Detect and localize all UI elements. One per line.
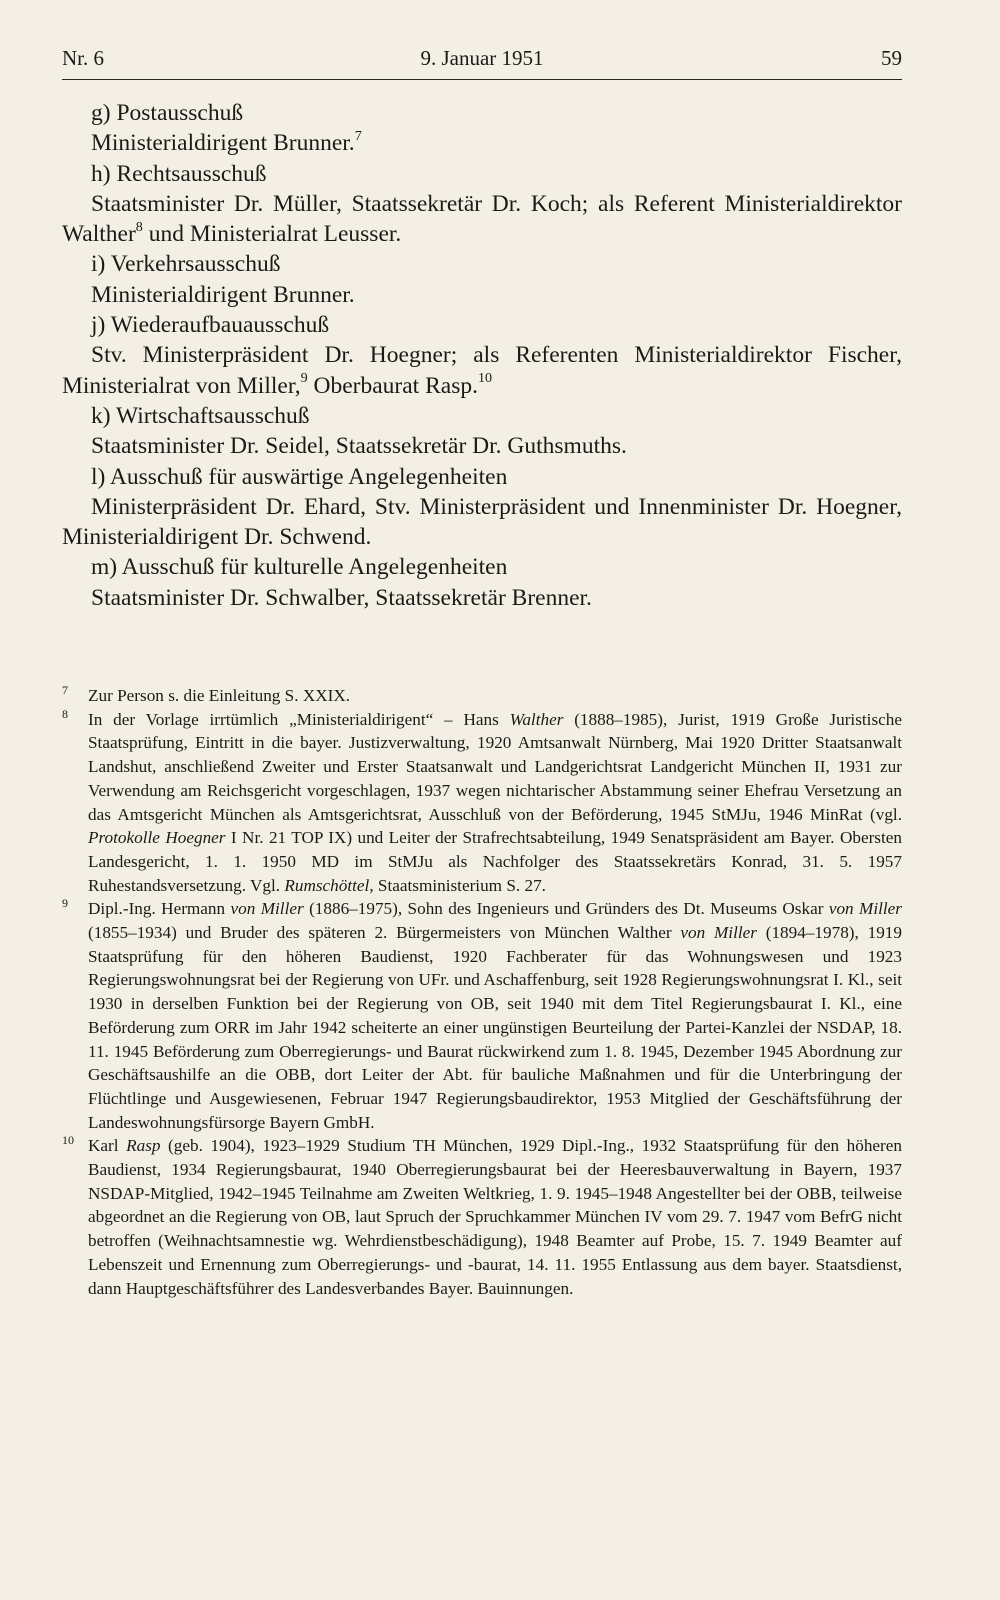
footnote-10 xyxy=(62,1134,902,1300)
committee-h-members-text-b: und Ministerialrat Leusser. xyxy=(142,221,402,248)
footnote-italic: von Miller xyxy=(680,923,757,943)
footnote-italic: von Miller xyxy=(828,899,902,919)
footnote-text: (1894–1978), 1919 Staatsprüfung für den höheren Baudienst, 1920 Fachberater für das Wohnungswesen und 1923 Regierungswohnungsrat bei der Regierung von UFr. und Aschaffenburg, seit 1928 Regierungswohnungsrat I. Kl., seit 1930 in derselben Funktion bei der Regierung von OB, seit 1940 mit dem Titel Regierungsbaurat I. Kl., eine Beförderung zum ORR im Jahr 1942 scheiterte an einer ungünstigen Beurteilung der Partei-Kanzlei der NSDAP, 18. 11. 1945 Beförderung zum Oberregierungs- und Baurat rückwirkend zum 1. 8. 1945, Dezember 1945 Abordnung zur Geschäftsaushilfe an die OBB, dort Leiter der Abt. für bauliche Maßnahmen und für die Unterbringung der Flüchtlinge und Ausgewiesenen, Februar 1947 Regierungsbaudirektor, 1953 Mitglied der Geschäftsführung der Landeswohnungsfürsorge Bayern GmbH. xyxy=(88,923,902,1132)
committee-h-members-text-a: Staatsminister Dr. Müller, Staatssekretär Dr. Koch; als Referent Ministerialdirektor Walther xyxy=(62,190,902,248)
footnote-ref-7[interactable]: 7 xyxy=(354,128,362,145)
committee-j-members-text-a: Stv. Ministerpräsident Dr. Hoegner; als Referenten Ministerialdirektor Fischer, Ministerialrat von Miller, xyxy=(62,342,902,399)
header-rule xyxy=(62,79,902,80)
committee-j-members xyxy=(62,340,902,401)
committee-k-title: k) Wirtschaftsausschuß xyxy=(91,402,310,429)
running-header xyxy=(62,46,902,74)
footnote-text: I Nr. 21 TOP IX) und Leiter der Strafrechtsabteilung, 1949 Senatspräsident am Bayer. Obersten Landesgericht, 1. 1. 1950 MD im StMJu als Nachfolger des Staatssekretärs Konrad, 31. 5. 1957 Ruhestandsversetzung. Vgl. xyxy=(88,828,902,895)
footnote-ref-8[interactable]: 8 xyxy=(135,218,143,235)
committee-g-members-text: Ministerialdirigent Brunner. xyxy=(91,130,355,157)
footnote-number: 10 xyxy=(62,1133,74,1148)
committee-j-title: j) Wiederaufbauausschuß xyxy=(91,312,330,339)
footnote-text: , Staatsministerium S. 27. xyxy=(369,875,546,895)
committee-i-title: i) Verkehrsausschuß xyxy=(91,251,281,278)
footnote-number: 9 xyxy=(62,896,68,911)
footnotes xyxy=(62,684,902,1300)
footnote-9 xyxy=(62,897,902,1134)
issue-number: Nr. 6 xyxy=(62,46,104,70)
committee-g-members xyxy=(62,128,902,158)
committee-m-members: Staatsminister Dr. Schwalber, Staatssekretär Brenner. xyxy=(91,584,592,611)
footnote-text: Dipl.-Ing. Hermann xyxy=(88,899,231,919)
page-number: 59 xyxy=(881,46,902,70)
committee-m-title: m) Ausschuß für kulturelle Angelegenheiten xyxy=(91,554,508,581)
footnote-number: 7 xyxy=(62,683,68,697)
footnote-italic: Walther xyxy=(509,709,564,729)
committee-l-members: Ministerpräsident Dr. Ehard, Stv. Ministerpräsident und Innenminister Dr. Hoegner, Ministerialdirigent Dr. Schwend. xyxy=(62,493,902,551)
footnote-ref-10[interactable]: 10 xyxy=(477,370,493,387)
committee-j-members-text-b: Oberbaurat Rasp. xyxy=(307,372,478,399)
committee-h-members xyxy=(62,189,902,250)
committee-k-members: Staatsminister Dr. Seidel, Staatssekretär Dr. Guthsmuths. xyxy=(91,433,627,460)
footnote-text: (geb. 1904), 1923–1929 Studium TH München, 1929 Dipl.-Ing., 1932 Staatsprüfung für den höheren Baudienst, 1934 Regierungsbaurat, 1940 Oberregierungsbaurat bei der Heeresbauverwaltung in Bayern, 1937 NSDAP-Mitglied, 1942–1945 Teilnahme am Zweiten Weltkrieg, 1. 9. 1945–1948 Angestellter bei der OBB, teilweise abgeordnet an die Regierung von OB, laut Spruch der Spruchkammer München IV vom 29. 7. 1947 vom BefrG nicht betroffen (Weihnachtsamnestie wg. Wehrdienstbeschädigung), 1948 Beamter auf Probe, 15. 7. 1949 Beamter auf Lebenszeit und Ernennung zum Oberregierungs- und -baurat, 14. 11. 1955 Entlassung aus dem bayer. Staatsdienst, dann Hauptgeschäftsführer des Landesverbandes Bayer. Bauinnungen. xyxy=(88,1136,902,1298)
issue-date: 9. Januar 1951 xyxy=(420,46,544,70)
footnote-italic: von Miller xyxy=(230,899,304,919)
committee-g-title: g) Postausschuß xyxy=(91,100,244,126)
footnote-italic: Protokolle Hoegner xyxy=(88,828,226,848)
footnote-text: Karl xyxy=(88,1136,127,1156)
committee-h-title: h) Rechtsausschuß xyxy=(91,160,267,187)
footnote-text: Zur Person s. die Einleitung S. XXIX. xyxy=(88,686,351,705)
committee-l-title: l) Ausschuß für auswärtige Angelegenheiten xyxy=(91,463,508,490)
footnote-text: (1886–1975), Sohn des Ingenieurs und Gründers des Dt. Museums Oskar xyxy=(303,899,829,919)
footnote-ref-9[interactable]: 9 xyxy=(300,370,308,387)
committee-i-members: Ministerialdirigent Brunner. xyxy=(91,281,355,308)
footnote-text: (1888–1985), Jurist, 1919 Große Juristische Staatsprüfung, Eintritt in die bayer. Justizverwaltung, 1920 Amtsanwalt Nürnberg, Mai 1920 Dritter Staatsanwalt Landshut, anschließend Zweiter und Erster Staatsanwalt und Landgerichtsrat Landgericht München II, 1931 zur Verwendung am Reichsgericht vorgeschlagen, 1937 wegen nichtarischer Abstammung seiner Ehefrau Versetzung an das Amtsgericht München als Amtsgerichtsrat, Ausschluß von der Beförderung, 1945 StMJu, 1946 MinRat (vgl. xyxy=(88,709,902,824)
footnote-text: (1855–1934) und Bruder des späteren 2. Bürgermeisters von München Walther xyxy=(88,923,681,943)
main-text xyxy=(62,98,902,613)
footnote-8 xyxy=(62,708,902,898)
footnote-text: In der Vorlage irrtümlich „Ministerialdirigent“ – Hans xyxy=(88,709,510,729)
footnote-italic: Rumschöttel xyxy=(284,875,370,895)
footnote-italic: Rasp xyxy=(126,1136,161,1156)
footnote-7 xyxy=(62,684,902,708)
footnote-number: 8 xyxy=(62,706,68,721)
